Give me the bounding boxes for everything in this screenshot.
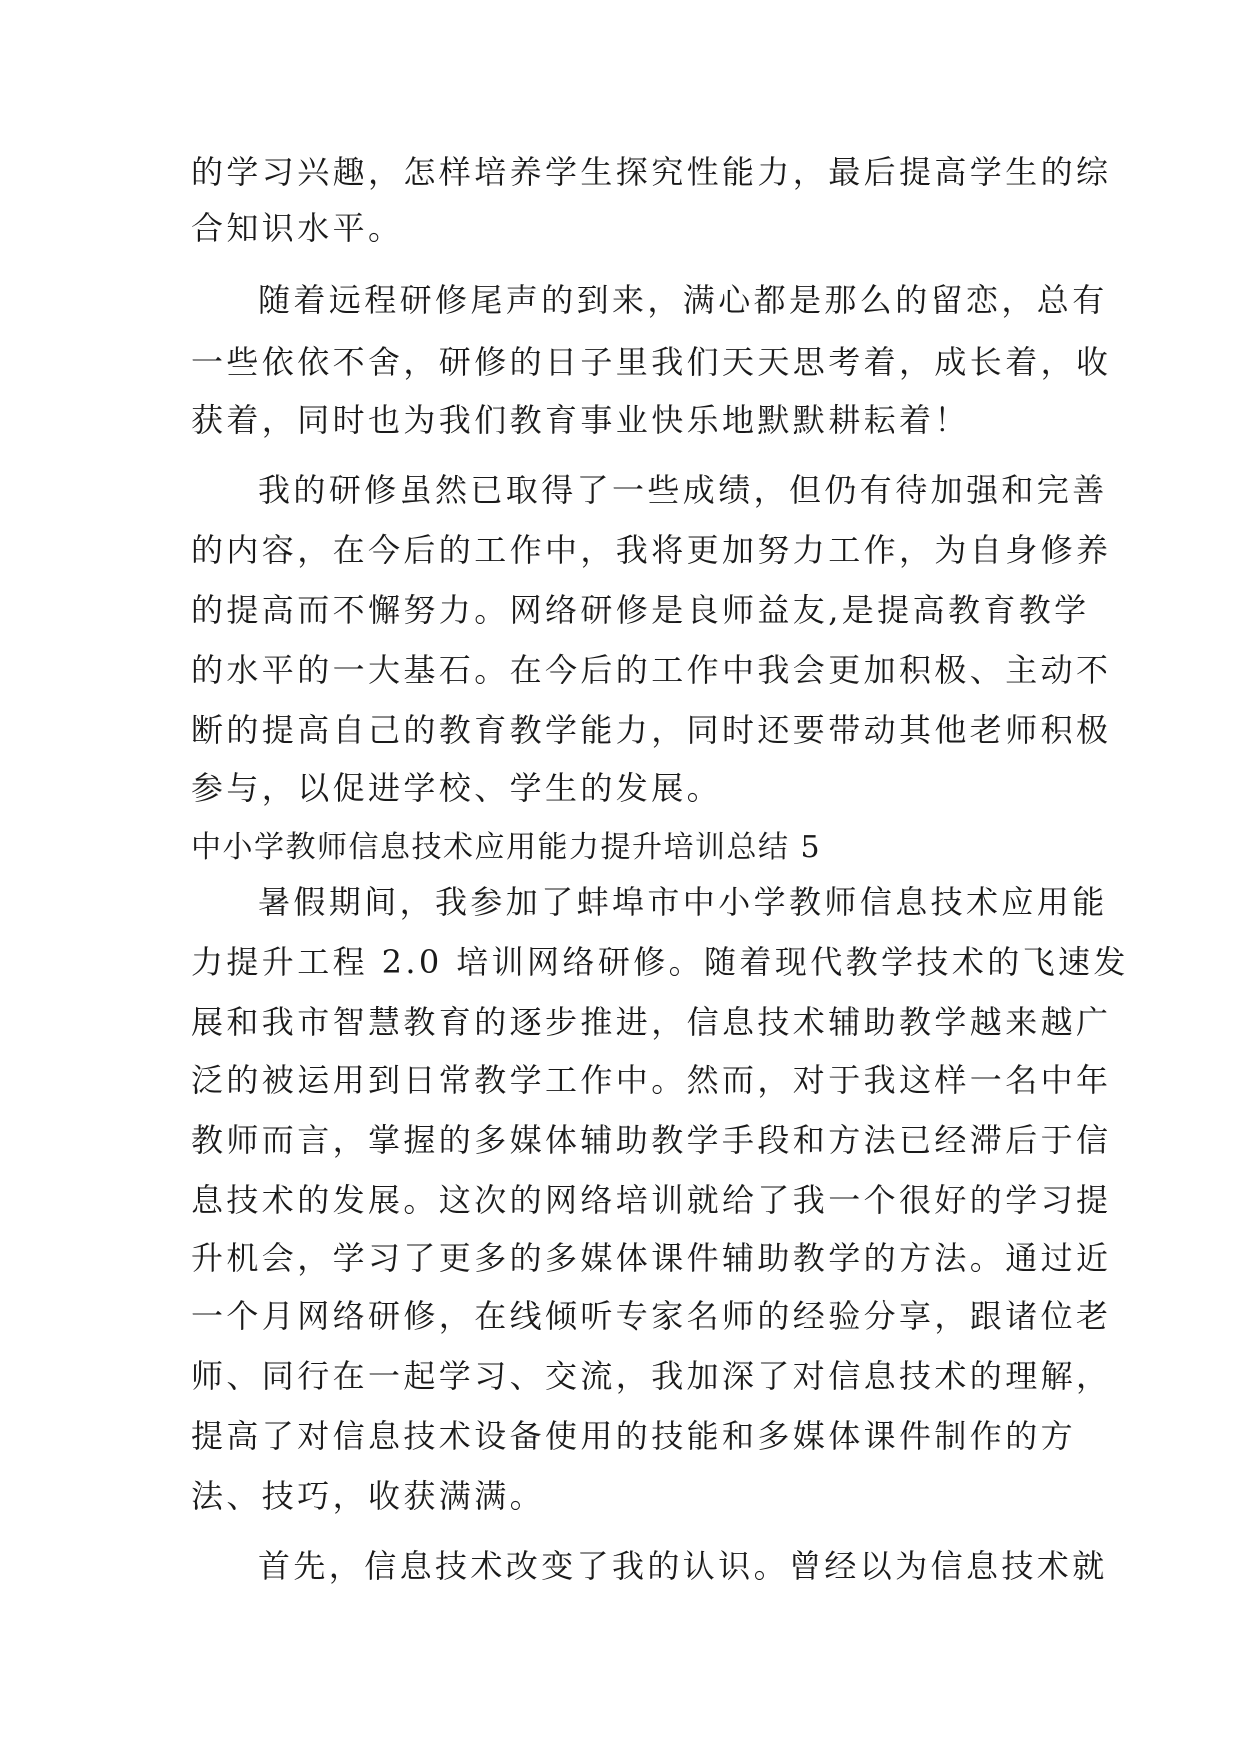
text-line: 我的研修虽然已取得了一些成绩，但仍有待加强和完善 (258, 471, 1108, 509)
text-line: 一个月网络研修，在线倾听专家名师的经验分享，跟诸位老 (191, 1297, 1112, 1335)
text-line: 升机会，学习了更多的多媒体课件辅助教学的方法。通过近 (191, 1239, 1112, 1277)
text-line: 息技术的发展。这次的网络培训就给了我一个很好的学习提 (191, 1181, 1112, 1219)
text-line: 的内容，在今后的工作中，我将更加努力工作，为自身修养 (191, 531, 1112, 569)
text-line: 教师而言，掌握的多媒体辅助教学手段和方法已经滞后于信 (191, 1121, 1112, 1159)
text-line: 的提高而不懈努力。网络研修是良师益友,是提高教育教学 (191, 591, 1090, 629)
text-line: 断的提高自己的教育教学能力，同时还要带动其他老师积极 (191, 711, 1112, 749)
text-line: 首先，信息技术改变了我的认识。曾经以为信息技术就 (258, 1547, 1108, 1585)
text-line: 展和我市智慧教育的逐步推进，信息技术辅助教学越来越广 (191, 1003, 1112, 1041)
text-line: 获着，同时也为我们教育事业快乐地默默耕耘着！ (191, 401, 970, 439)
text-line: 力提升工程 2.0 培训网络研修。随着现代教学技术的飞速发 (191, 943, 1129, 981)
text-line: 泛的被运用到日常教学工作中。然而，对于我这样一名中年 (191, 1061, 1112, 1099)
text-line: 师、同行在一起学习、交流，我加深了对信息技术的理解， (191, 1357, 1112, 1395)
text-line: 的水平的一大基石。在今后的工作中我会更加积极、主动不 (191, 651, 1112, 689)
section-heading: 中小学教师信息技术应用能力提升培训总结 5 (191, 830, 822, 865)
text-line: 暑假期间，我参加了蚌埠市中小学教师信息技术应用能 (258, 883, 1108, 921)
text-line: 提高了对信息技术设备使用的技能和多媒体课件制作的方 (191, 1417, 1077, 1455)
text-line: 合知识水平。 (191, 209, 404, 247)
text-line: 一些依依不舍，研修的日子里我们天天思考着，成长着，收 (191, 343, 1112, 381)
text-line: 的学习兴趣，怎样培养学生探究性能力，最后提高学生的综 (191, 153, 1112, 191)
text-line: 随着远程研修尾声的到来，满心都是那么的留恋，总有 (258, 281, 1108, 319)
text-line: 参与，以促进学校、学生的发展。 (191, 769, 723, 807)
text-line: 法、技巧，收获满满。 (191, 1477, 546, 1515)
